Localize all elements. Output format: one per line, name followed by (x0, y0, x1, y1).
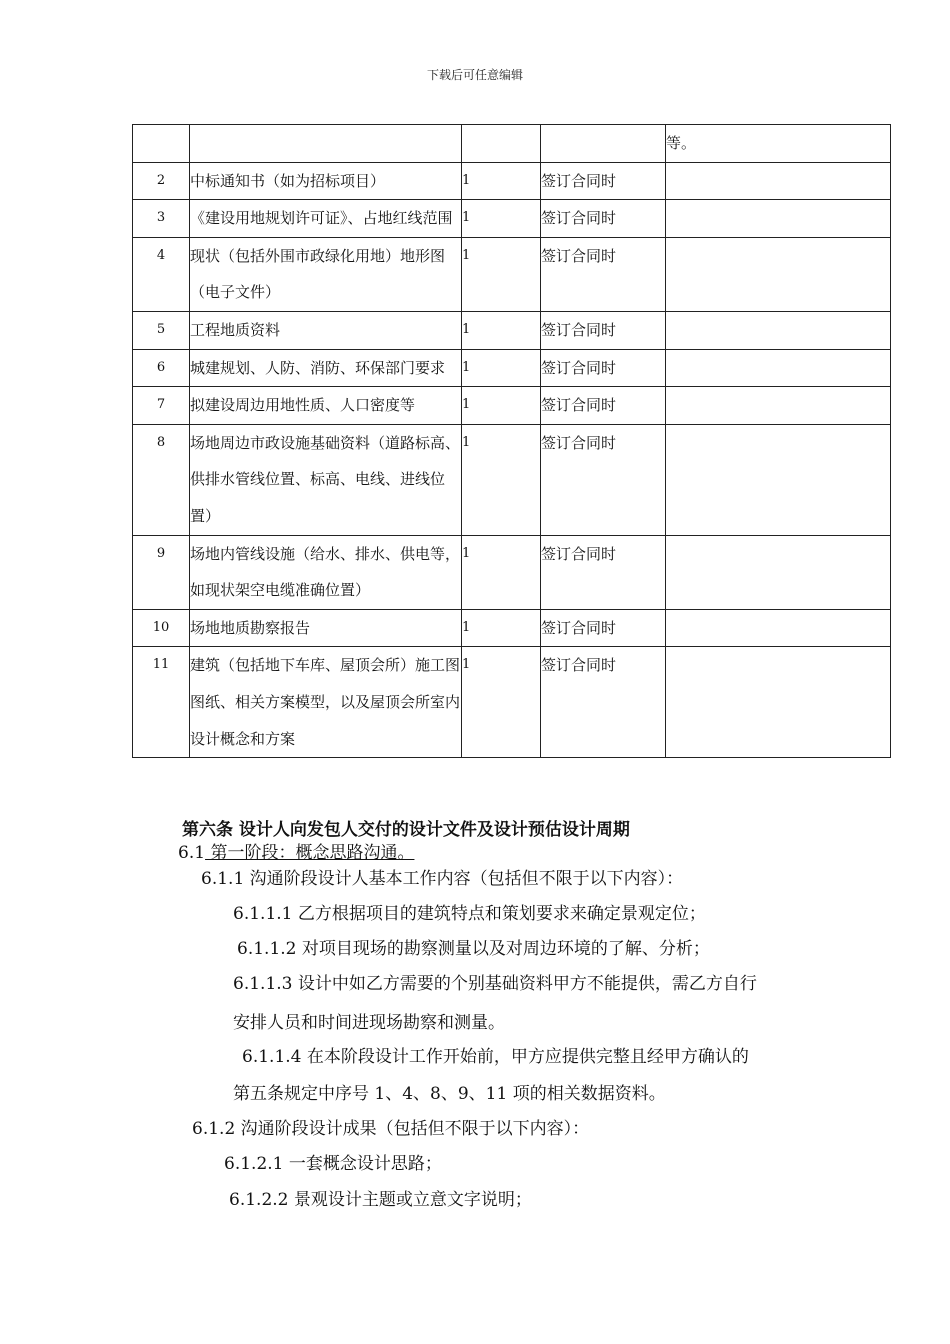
section-6-1-heading: 第一阶段：概念思路沟通。 (205, 843, 415, 863)
table-row (133, 200, 891, 238)
paragraph-6-1-1-2: 6.1.1.2 对项目现场的勘察测量以及对周边环境的了解、分析； (237, 939, 710, 959)
quantity-cell: 1 (462, 647, 541, 758)
table-row (133, 237, 891, 311)
row-number-cell: 10 (133, 609, 190, 647)
section-title: 第六条 设计人向发包人交付的设计文件及设计预估设计周期 (182, 820, 630, 840)
quantity-cell: 1 (462, 237, 541, 311)
quantity-cell: 1 (462, 311, 541, 349)
paragraph-6-1-2-1: 6.1.2.1 一套概念设计思路； (224, 1154, 442, 1174)
remark-cell (666, 424, 891, 535)
submission-time-cell: 签订合同时 (541, 162, 666, 200)
remark-cell (666, 349, 891, 387)
submission-time-cell (541, 125, 666, 163)
row-number-cell: 8 (133, 424, 190, 535)
quantity-cell: 1 (462, 609, 541, 647)
remark-cell (666, 237, 891, 311)
remark-cell (666, 609, 891, 647)
remark-cell (666, 647, 891, 758)
document-name-cell: 城建规划、人防、消防、环保部门要求 (190, 349, 462, 387)
table-row (133, 311, 891, 349)
documents-table (132, 124, 891, 758)
submission-time-cell: 签订合同时 (541, 349, 666, 387)
remark-cell (666, 162, 891, 200)
submission-time-cell: 签订合同时 (541, 387, 666, 425)
submission-time-cell: 签订合同时 (541, 609, 666, 647)
quantity-cell: 1 (462, 162, 541, 200)
submission-time-cell: 签订合同时 (541, 237, 666, 311)
remark-cell (666, 387, 891, 425)
row-number-cell: 9 (133, 535, 190, 609)
document-name-cell: 《建设用地规划许可证》、占地红线范围 (190, 200, 462, 238)
quantity-cell: 1 (462, 387, 541, 425)
row-number-cell: 3 (133, 200, 190, 238)
row-number-cell: 11 (133, 647, 190, 758)
paragraph-6-1-1: 6.1.1 沟通阶段设计人基本工作内容（包括但不限于以下内容）： (201, 869, 684, 889)
remark-cell: 等。 (666, 125, 891, 163)
document-name-cell: 场地地质勘察报告 (190, 609, 462, 647)
row-number-cell: 4 (133, 237, 190, 311)
submission-time-cell: 签订合同时 (541, 424, 666, 535)
table-row (133, 387, 891, 425)
quantity-cell (462, 125, 541, 163)
quantity-cell: 1 (462, 535, 541, 609)
remark-cell (666, 311, 891, 349)
document-name-cell: 拟建设周边用地性质、人口密度等 (190, 387, 462, 425)
document-name-cell: 现状（包括外围市政绿化用地）地形图（电子文件） (190, 237, 462, 311)
section-6-1 (178, 838, 950, 863)
document-name-cell: 工程地质资料 (190, 311, 462, 349)
paragraph-6-1-2-2: 6.1.2.2 景观设计主题或立意文字说明； (229, 1190, 532, 1210)
table-row (133, 535, 891, 609)
remark-cell (666, 200, 891, 238)
row-number-cell: 6 (133, 349, 190, 387)
row-number-cell (133, 125, 190, 163)
document-name-cell: 中标通知书（如为招标项目） (190, 162, 462, 200)
row-number-cell: 2 (133, 162, 190, 200)
table-row (133, 647, 891, 758)
table-row (133, 424, 891, 535)
document-name-cell: 场地内管线设施（给水、排水、供电等，如现状架空电缆准确位置） (190, 535, 462, 609)
table-row (133, 349, 891, 387)
paragraph-6-1-1-3-line2: 安排人员和时间进现场勘察和测量。 (233, 1013, 505, 1033)
paragraph-6-1-1-3-line1: 6.1.1.3 设计中如乙方需要的个别基础资料甲方不能提供，需乙方自行 (233, 974, 757, 994)
document-name-cell: 场地周边市政设施基础资料（道路标高、供排水管线位置、标高、电线、进线位置） (190, 424, 462, 535)
paragraph-6-1-1-4-line2: 第五条规定中序号 1、4、8、9、11 项的相关数据资料。 (233, 1084, 666, 1104)
submission-time-cell: 签订合同时 (541, 535, 666, 609)
table-row (133, 609, 891, 647)
paragraph-6-1-2: 6.1.2 沟通阶段设计成果（包括但不限于以下内容）： (192, 1119, 590, 1139)
paragraph-6-1-1-4-line1: 6.1.1.4 在本阶段设计工作开始前，甲方应提供完整且经甲方确认的 (242, 1047, 749, 1067)
submission-time-cell: 签订合同时 (541, 647, 666, 758)
quantity-cell: 1 (462, 424, 541, 535)
quantity-cell: 1 (462, 349, 541, 387)
remark-cell (666, 535, 891, 609)
document-name-cell (190, 125, 462, 163)
row-number-cell: 5 (133, 311, 190, 349)
section-6-1-number: 6.1 (178, 843, 206, 863)
table-row (133, 162, 891, 200)
submission-time-cell: 签订合同时 (541, 200, 666, 238)
quantity-cell: 1 (462, 200, 541, 238)
paragraph-6-1-1-1: 6.1.1.1 乙方根据项目的建筑特点和策划要求来确定景观定位； (233, 904, 706, 924)
document-name-cell: 建筑（包括地下车库、屋顶会所）施工图图纸、相关方案模型，以及屋顶会所室内设计概念和方案 (190, 647, 462, 758)
page-header: 下载后可任意编辑 (426, 68, 523, 82)
row-number-cell: 7 (133, 387, 190, 425)
table-row (133, 125, 891, 163)
submission-time-cell: 签订合同时 (541, 311, 666, 349)
